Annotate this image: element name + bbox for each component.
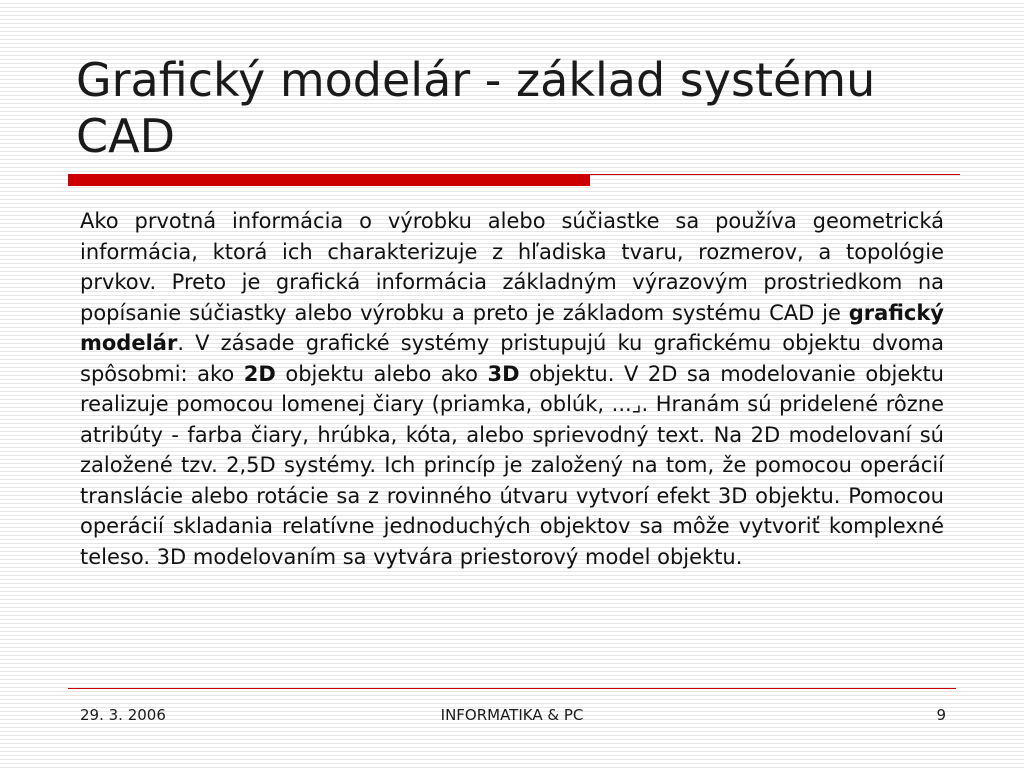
page-number: 9 [936,706,946,724]
body-text-segment: objektu alebo ako [275,361,488,386]
footer-date: 29. 3. 2006 [80,706,166,724]
title-underline-bar [68,175,590,186]
body-bold-term: 3D [487,361,520,386]
body-text-segment: . V zásade grafické systémy pristupujú ku grafickému objektu dvoma spôsobmi: ako [80,331,944,386]
body-text-segment: objektu. V 2D sa modelovanie objektu realizuje pomocou lomenej čiary (priamka, oblúk, ...⌟. Hranám sú pridelené rôzne atribúty - farba čiary, hrúbka, kóta, alebo sprievodný text. Na 2D modelovaní sú založené tzv. 2,5D systémy. Ich princíp je založený na tom, že pomocou operácií translácie alebo rotácie sa z rovinného útvaru vytvorí efekt 3D objektu. Pomocou operácií skladania relatívne jednoduchých objektov sa môže vytvoriť komplexné teleso. 3D modelovaním sa vytvára priestorový model objektu. [80,361,944,569]
footer-title: INFORMATIKA & PC [440,706,584,724]
body-bold-term: grafický modelár [80,300,944,355]
body-text-segment: Ako prvotná informácia o výrobku alebo súčiastke sa používa geometrická informácia, ktorá ich charakterizuje z hľadiska tvaru, rozmerov, a topológie prvkov. Preto je grafická informácia základným výrazovým prostriedkom na popísanie súčiastky alebo výrobku a preto je základom systému CAD je [80,209,944,325]
body-paragraph [80,206,944,572]
body-bold-term: 2D [243,361,276,386]
footer-divider [68,688,956,689]
slide-title: Grafický modelár - základ systému CAD [76,53,876,163]
